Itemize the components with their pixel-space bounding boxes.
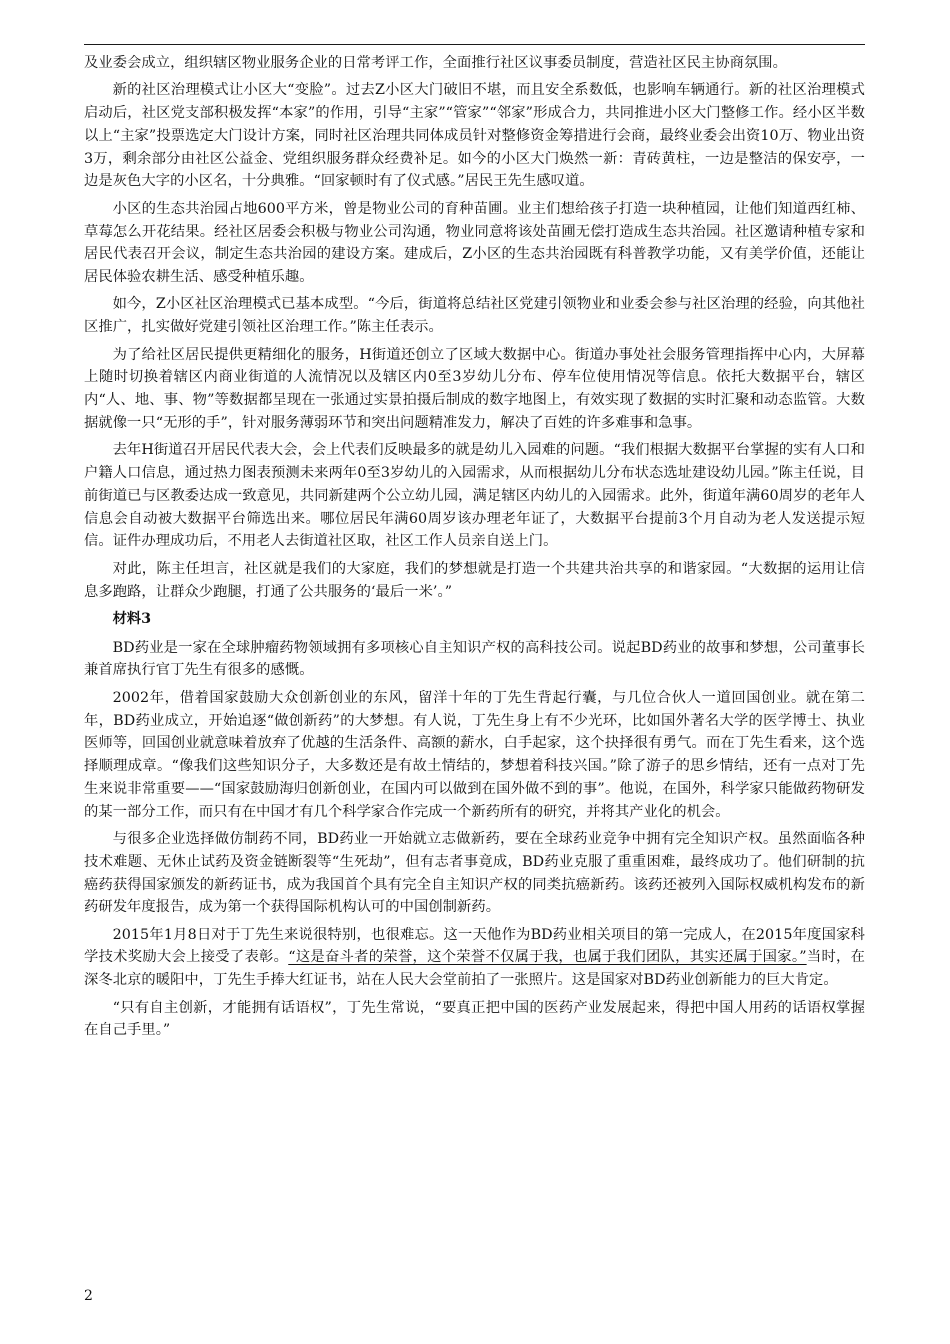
paragraph-award [84, 924, 865, 992]
paragraph: 及业委会成立，组织辖区物业服务企业的日常考评工作，全面推行社区议事委员制度，营造社区民主协商氛围。 [84, 55, 787, 71]
paragraph: BD药业是一家在全球肿瘤药物领域拥有多项核心自主知识产权的高科技公司。说起BD药业的故事和梦想，公司董事长兼首席执行官丁先生有很多的感慨。 [84, 639, 865, 679]
paragraph: 2002年，借着国家鼓励大众创新创业的东风，留洋十年的丁先生背起行囊，与几位合伙人一道回国创业。就在第二年，BD药业成立，开始追逐“做创新药”的大梦想。有人说，丁先生身上有不少光环，比如国外著名大学的医学博士、执业医师等，回国创业就意味着放弃了优越的生活条件、高额的薪水，白手起家，这个抉择很有勇气。而在丁先生看来，这个选择顺理成章。“像我们这些知识分子，大多数还是有故土情结的，梦想着科技兴国。”除了游子的思乡情结，还有一点对丁先生来说非常重要——“国家鼓励海归创新创业，在国内可以做到在国外做不到的事”。他说，在国外，科学家只能做药物研发的某一部分工作，而只有在中国才有几个科学家合作完成一个新药所有的研究，并将其产业化的机会。 [84, 689, 865, 820]
underlined-quote: “这是奋斗者的荣誉，这个荣誉不仅属于我，也属于我们团队，其实还属于国家。” [288, 949, 807, 966]
page-number: 2 [84, 1288, 93, 1304]
award-text-before: 2015年1月8日对于丁先生来说很特别，也很难忘。这一天他作为BD药业相关项目的第一完成人，在2015年度国家科学技术奖励大会上接受了表彰。 [84, 926, 865, 966]
header-rule [84, 44, 865, 45]
section-heading: 材料3 [112, 610, 152, 627]
paragraph: 对此，陈主任坦言，社区就是我们的大家庭，我们的梦想就是打造一个共建共治共享的和谐家园。“大数据的运用让信息多跑路，让群众少跑腿，打通了公共服务的‘最后一米’。” [84, 560, 865, 600]
paragraph: 与很多企业选择做仿制药不同，BD药业一开始就立志做新药，要在全球药业竞争中拥有完全知识产权。虽然面临各种技术难题、无休止试药及资金链断裂等“生死劫”，但有志者事竟成，BD药业克服了重重困难，最终成功了。他们研制的抗癌药获得国家颁发的新药证书，成为我国首个具有完全自主知识产权的同类抗癌新药。该药还被列入国际权威机构发布的新药研发年度报告，成为第一个获得国际机构认可的中国创制新药。 [84, 831, 865, 916]
paragraph: “只有自主创新，才能拥有话语权”，丁先生常说，“要真正把中国的医药产业发展起来，得把中国人用药的话语权掌握在自己手里。” [84, 999, 865, 1039]
paragraph: 小区的生态共治园占地600平方米，曾是物业公司的育种苗圃。业主们想给孩子打造一块种植园，让他们知道西红柿、草莓怎么开花结果。经社区居委会积极与物业公司沟通，物业同意将该处苗圃无偿打造成生态共治园。社区邀请种植专家和居民代表召开会议，制定生态共治园的建设方案。建成后，Z小区的生态共治园既有科普教学功能，又有美学价值，还能让居民体验农耕生活、感受种植乐趣。 [84, 200, 865, 286]
paragraph: 去年H街道召开居民代表大会，会上代表们反映最多的就是幼儿入园难的问题。“我们根据大数据平台掌握的实有人口和户籍人口信息，通过热力图表预测未来两年0至3岁幼儿的入园需求，从而根据幼儿分布状态选址建设幼儿园。”陈主任说，目前街道已与区教委达成一致意见，共同新建两个公立幼儿园，满足辖区内幼儿的入园需求。此外，街道年满60周岁的老年人信息会自动被大数据平台筛选出来。哪位居民年满60周岁该办理老年证了，大数据平台提前3个月自动为老人发送提示短信。证件办理成功后，不用老人去街道社区取，社区工作人员亲自送上门。 [84, 442, 865, 550]
paragraph: 为了给社区居民提供更精细化的服务，H街道还创立了区域大数据中心。街道办事处社会服务管理指挥中心内，大屏幕上随时切换着辖区内商业街道的人流情况以及辖区内0至3岁幼儿分布、停车位使用情况等信息。依托大数据平台，辖区内“人、地、事、物”等数据都呈现在一张通过实景拍摄后制成的数字地图上，有效实现了数据的实时汇聚和动态监管。大数据就像一只“无形的手”，针对服务薄弱环节和突出问题精准发力，解决了百姓的许多难事和急事。 [84, 346, 865, 431]
paragraph: 新的社区治理模式让小区大“变脸”。过去Z小区大门破旧不堪，而且安全系数低，也影响车辆通行。新的社区治理模式启动后，社区党支部积极发挥“本家”的作用，引导“主家”“管家”“邻家”形成合力，共同推进小区大门整修工作。经小区半数以上“主家”投票选定大门设计方案，同时社区治理共同体成员针对整修资金筹措进行会商，最终业委会出资10万、物业出资3万，剩余部分由社区公益金、党组织服务群众经费补足。如今的小区大门焕然一新：青砖黄柱，一边是整洁的保安亭，一边是灰色大字的小区名，十分典雅。“回家顿时有了仪式感。”居民王先生感叹道。 [84, 82, 865, 190]
award-text-after: 当时，在深冬北京的暖阳中，丁先生手捧大红证书，站在人民大会堂前拍了一张照片。这是国家对BD药业创新能力的巨大肯定。 [84, 949, 865, 989]
document-body [84, 52, 865, 1047]
paragraph: 如今，Z小区社区治理模式已基本成型。“今后，街道将总结社区党建引领物业和业委会参与社区治理的经验，向其他社区推广，扎实做好党建引领社区治理工作。”陈主任表示。 [84, 296, 865, 336]
